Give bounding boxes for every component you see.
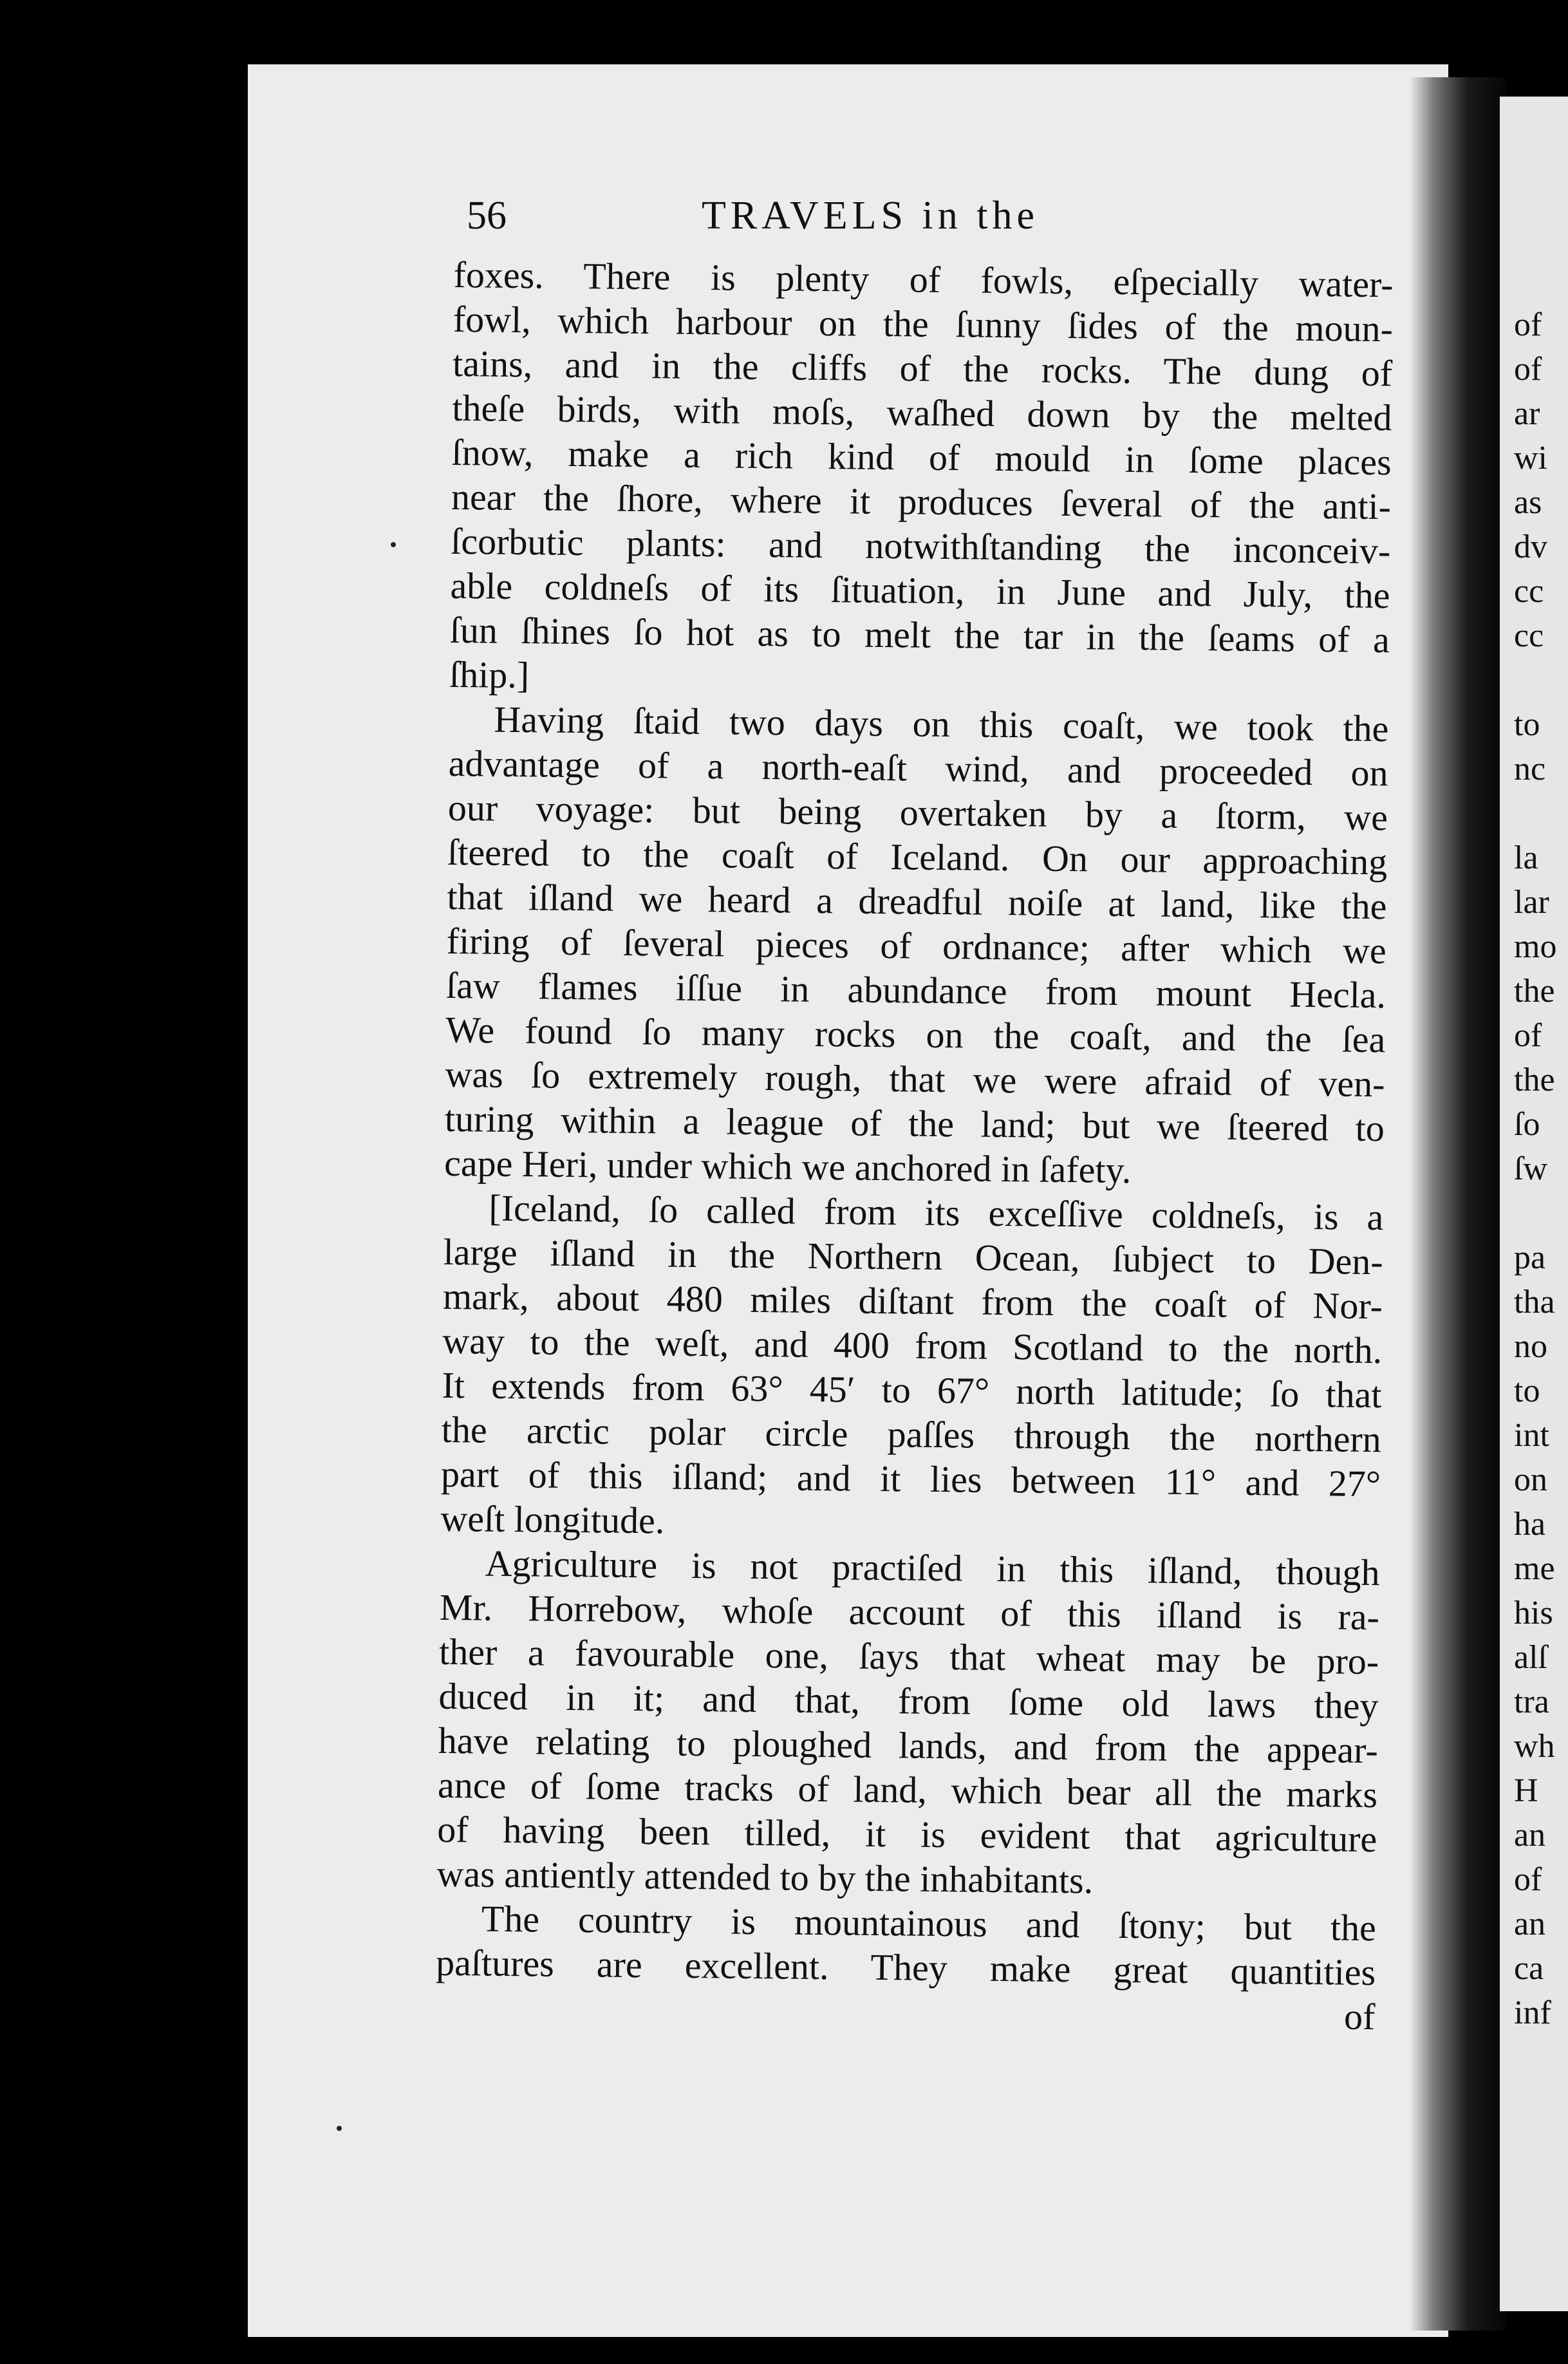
text-line: ſun ſhines ſo hot as to melt the tar in the ſeams of a bbox=[449, 608, 1390, 661]
text-line: ſaw flames iſſue in abundance from mount Hecla. bbox=[445, 964, 1386, 1017]
facing-fragment: cc bbox=[1514, 617, 1544, 654]
facing-page-text bbox=[1514, 303, 1568, 2035]
facing-fragment: of bbox=[1514, 351, 1542, 388]
text-line: theſe birds, with moſs, waſhed down by the melted bbox=[452, 386, 1392, 439]
text-line: ther a favourable one, ſays that wheat may be pro- bbox=[438, 1630, 1379, 1683]
text-line: was ſo extremely rough, that we were afraid of ven- bbox=[445, 1053, 1385, 1105]
facing-fragment: ſo bbox=[1514, 1106, 1540, 1143]
text-line: cape Heri, under which we anchored in ſafety. bbox=[443, 1141, 1132, 1192]
text-line: was antiently attended to by the inhabitants. bbox=[436, 1852, 1094, 1902]
text-line: [Iceland, ſo called from its exceſſive coldneſs, is a bbox=[489, 1187, 1384, 1239]
page-number: 56 bbox=[467, 194, 507, 238]
text-line: ance of ſome tracks of land, which bear all the marks bbox=[437, 1763, 1378, 1816]
text-line: of having been tilled, it is evident that agriculture bbox=[437, 1808, 1377, 1861]
facing-fragment: ha bbox=[1514, 1506, 1546, 1543]
text-line: way to the weſt, and 400 from Scotland to the north. bbox=[442, 1319, 1383, 1372]
facing-fragment: of bbox=[1514, 1861, 1542, 1898]
text-line: Mr. Horrebow, whoſe account of this iſland is ra- bbox=[439, 1586, 1380, 1638]
text-line: able coldneſs of its ſituation, in June and July, the bbox=[450, 564, 1390, 617]
facing-fragment: nc bbox=[1514, 751, 1546, 787]
ink-speck bbox=[391, 542, 396, 547]
text-line: weſt longitude. bbox=[440, 1497, 665, 1542]
facing-fragment: no bbox=[1514, 1328, 1547, 1365]
facing-fragment: an bbox=[1514, 1906, 1546, 1942]
facing-fragment: wi bbox=[1514, 440, 1547, 476]
text-line: have relating to ploughed lands, and from the appear- bbox=[438, 1719, 1379, 1772]
text-line: advantage of a north-eaſt wind, and proceeded on bbox=[448, 742, 1388, 794]
facing-fragment: on bbox=[1514, 1461, 1547, 1498]
text-line: ſcorbutic plants: and notwithſtanding the inconceiv- bbox=[450, 520, 1391, 572]
facing-fragment: la bbox=[1514, 840, 1538, 876]
facing-fragment: tra bbox=[1514, 1684, 1549, 1720]
text-line: part of this iſland; and it lies between 11° and 27° bbox=[440, 1452, 1381, 1505]
text-line: Having ſtaid two days on this coaſt, we took the bbox=[494, 698, 1389, 750]
facing-fragment: H bbox=[1514, 1772, 1538, 1809]
facing-fragment: of bbox=[1514, 306, 1542, 343]
text-line: ſhip.] bbox=[449, 653, 530, 697]
facing-fragment: the bbox=[1514, 973, 1555, 1009]
facing-fragment: int bbox=[1514, 1417, 1549, 1454]
text-line: duced in it; and that, from ſome old laws they bbox=[438, 1675, 1379, 1727]
facing-fragment: cc bbox=[1514, 573, 1544, 610]
facing-fragment: of bbox=[1514, 1017, 1542, 1054]
text-line: that iſland we heard a dreadful noiſe at land, like the bbox=[447, 875, 1387, 928]
facing-fragment: his bbox=[1514, 1595, 1553, 1631]
text-line: mark, about 480 miles diſtant from the coaſt of Nor- bbox=[442, 1275, 1383, 1327]
ink-speck bbox=[337, 2126, 342, 2131]
catchword: of bbox=[1343, 1995, 1376, 2038]
facing-fragment: pa bbox=[1514, 1239, 1546, 1276]
text-line: ſteered to the coaſt of Iceland. On our approaching bbox=[447, 830, 1388, 883]
text-line: fowl, which harbour on the ſunny ſides of the moun- bbox=[453, 297, 1394, 350]
text-line: It extends from 63° 45′ to 67° north latitude; ſo that bbox=[442, 1364, 1382, 1416]
text-line: our voyage: but being overtaken by a ſtorm, we bbox=[447, 786, 1388, 839]
text-line: Agriculture is not practiſed in this iſland, though bbox=[485, 1542, 1380, 1594]
text-line: the arctic polar circle paſſes through the northern bbox=[441, 1408, 1382, 1461]
facing-fragment: mo bbox=[1514, 928, 1557, 965]
facing-fragment: ar bbox=[1514, 395, 1540, 432]
text-line: tains, and in the cliffs of the rocks. The dung of bbox=[452, 342, 1393, 395]
facing-fragment: lar bbox=[1514, 884, 1549, 921]
text-line: The country is mountainous and ſtony; but the bbox=[481, 1897, 1377, 1949]
running-head bbox=[467, 187, 1432, 258]
facing-fragment: ſw bbox=[1514, 1150, 1547, 1187]
facing-fragment: dv bbox=[1514, 529, 1547, 565]
facing-fragment: to bbox=[1514, 706, 1540, 743]
facing-fragment: as bbox=[1514, 484, 1542, 521]
facing-fragment: ca bbox=[1514, 1950, 1544, 1987]
facing-fragment: wh bbox=[1514, 1728, 1555, 1765]
facing-fragment: alſ bbox=[1514, 1639, 1547, 1676]
facing-fragment: tha bbox=[1514, 1284, 1555, 1320]
facing-fragment: to bbox=[1514, 1373, 1540, 1409]
text-line: ſnow, make a rich kind of mould in ſome places bbox=[451, 431, 1392, 483]
text-line: We found ſo many rocks on the coaſt, and the ſea bbox=[445, 1008, 1386, 1061]
text-line: foxes. There is plenty of fowls, eſpecially water- bbox=[453, 253, 1394, 306]
text-line: large iſland in the Northern Ocean, ſubject to Den- bbox=[443, 1230, 1384, 1283]
text-line: paſtures are excellent. They make great quantities bbox=[435, 1941, 1376, 1994]
book-gutter-shadow bbox=[1410, 77, 1506, 2331]
body-text bbox=[435, 252, 1394, 2039]
facing-fragment: inf bbox=[1514, 1994, 1551, 2031]
facing-fragment: the bbox=[1514, 1062, 1555, 1098]
facing-fragment: an bbox=[1514, 1817, 1546, 1853]
running-title: TRAVELS in the bbox=[702, 194, 1039, 238]
text-line: turing within a league of the land; but we ſteered to bbox=[444, 1097, 1385, 1150]
text-line: near the ſhore, where it produces ſeveral of the anti- bbox=[451, 475, 1392, 528]
facing-fragment: me bbox=[1514, 1550, 1555, 1587]
text-line: firing of ſeveral pieces of ordnance; after which we bbox=[446, 919, 1387, 972]
